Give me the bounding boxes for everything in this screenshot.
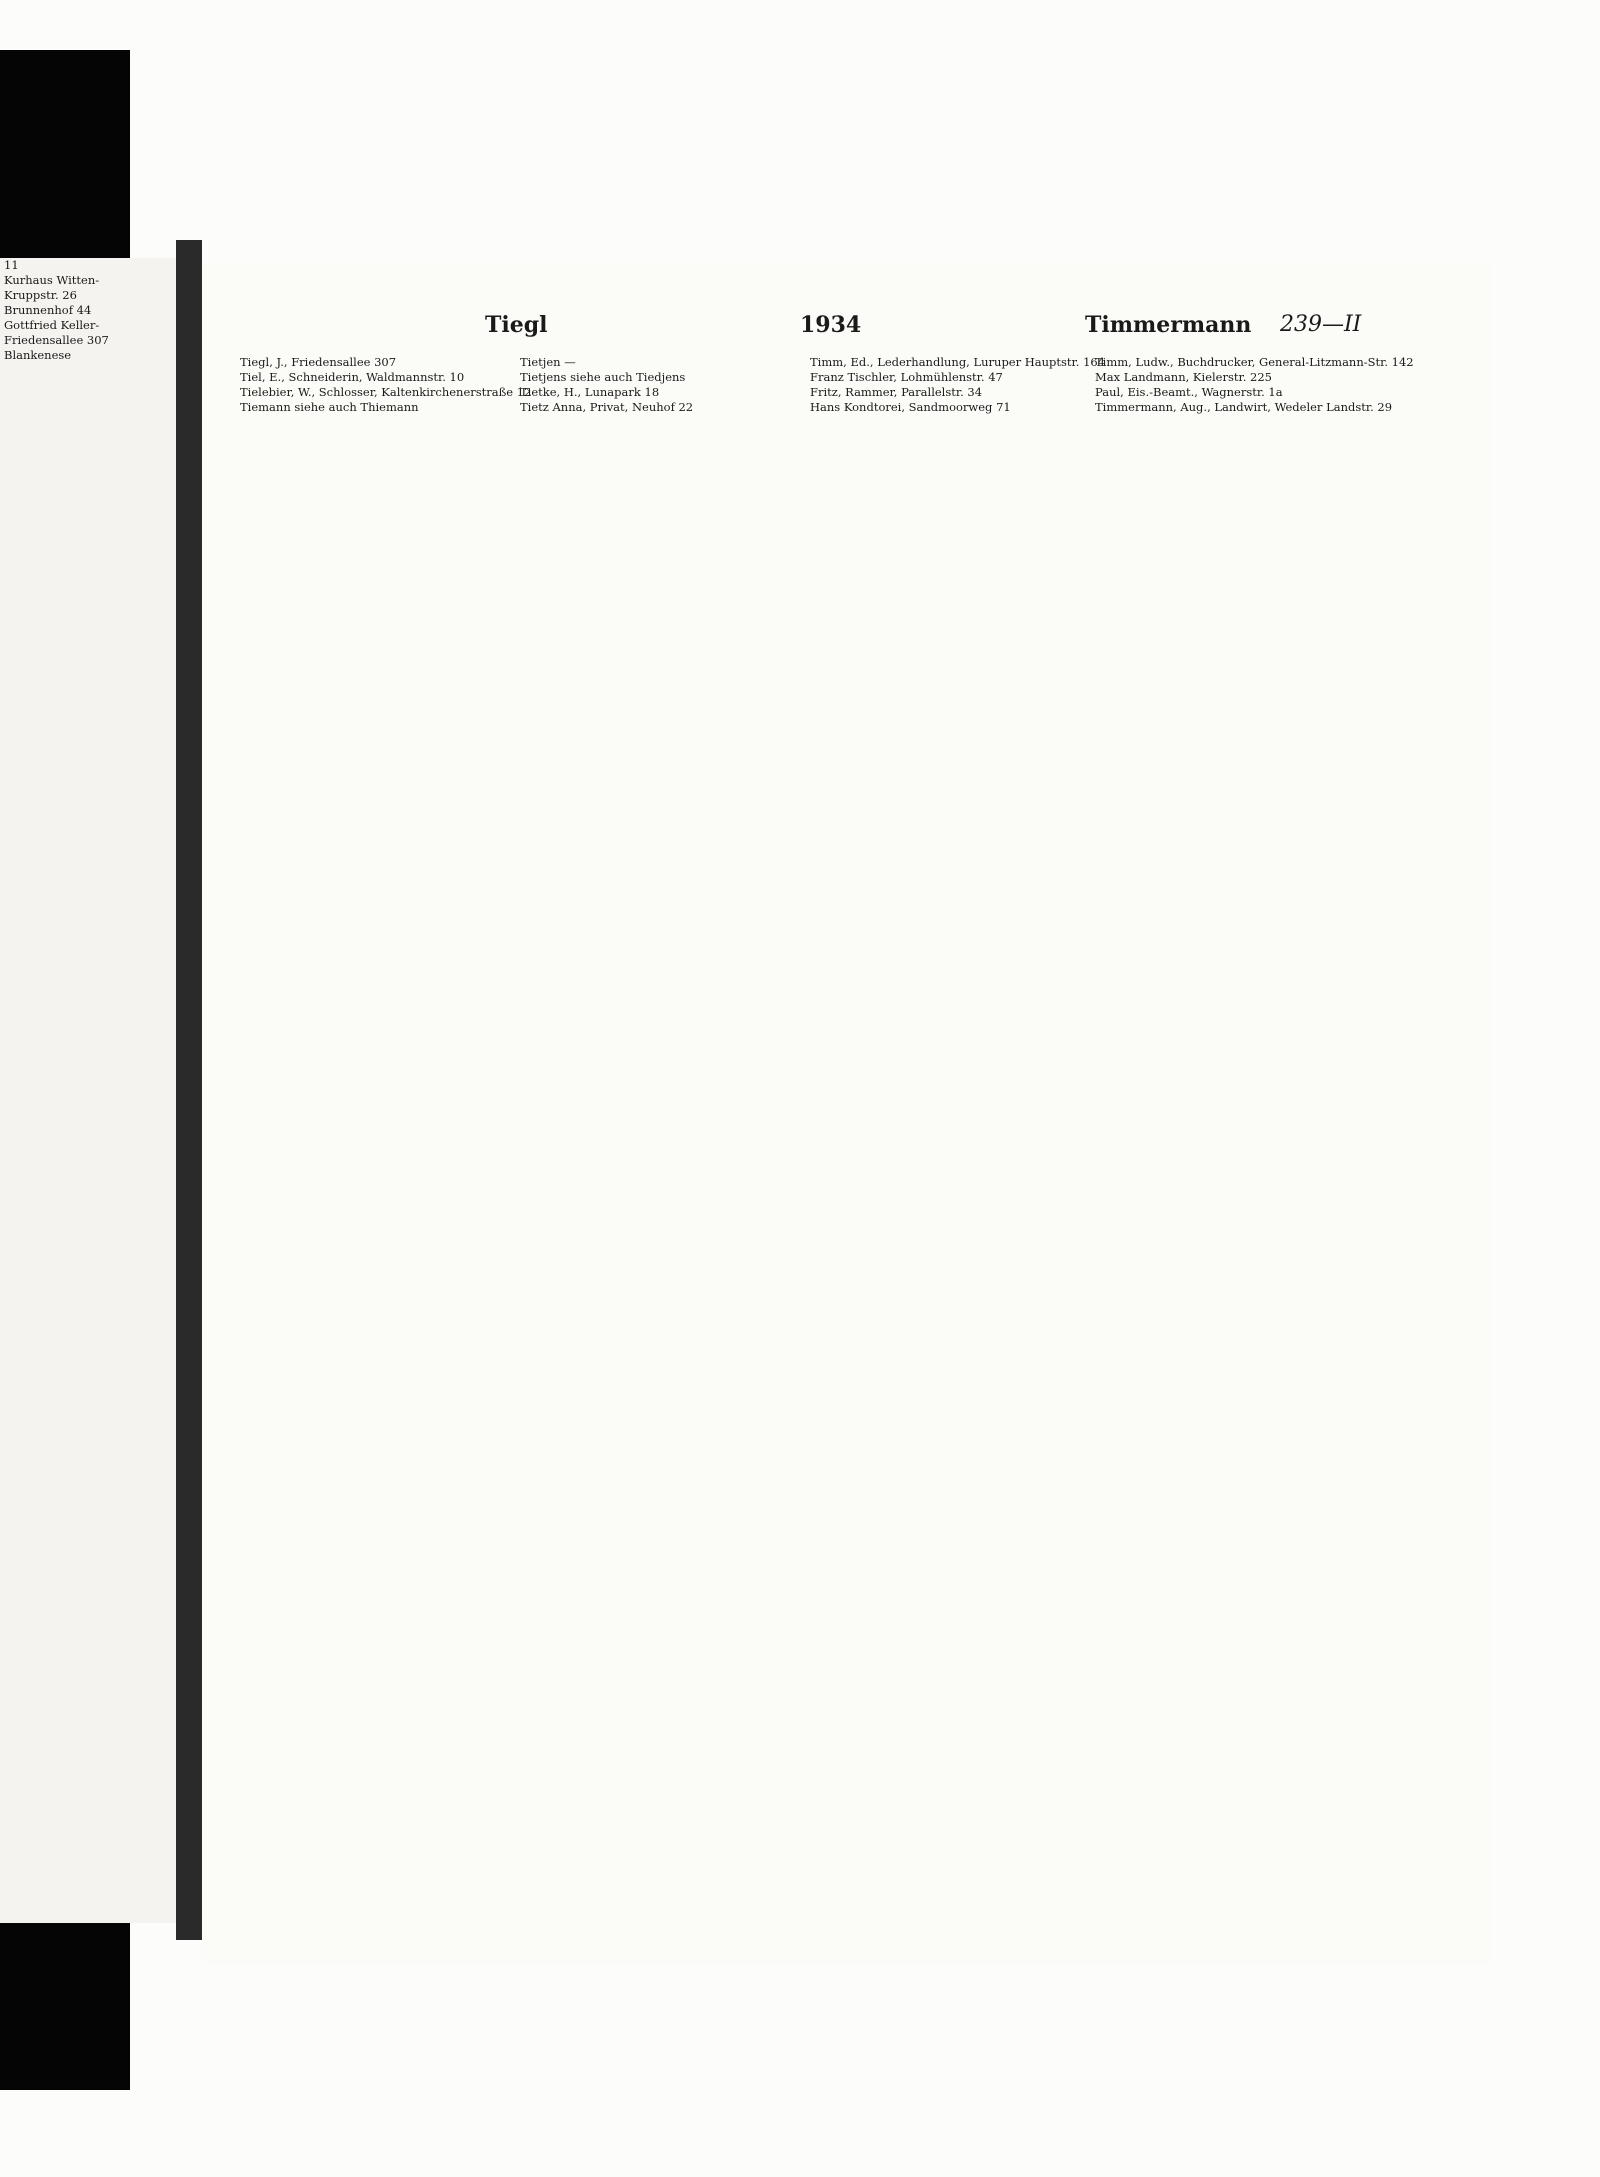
header-right-word: Timmermann (1085, 312, 1252, 338)
left-page-entry: Blankenese (4, 348, 72, 362)
left-page-entry: 11 (4, 258, 19, 272)
left-page-entries (4, 258, 184, 363)
running-header (270, 312, 1385, 352)
directory-entry: Hans Kondtorei, Sandmoorweg 71 (810, 400, 1011, 414)
left-page-entry: Gottfried Keller- (4, 318, 100, 332)
directory-entry: Tietjens siehe auch Tiedjens (520, 370, 686, 384)
directory-entry: Fritz, Rammer, Parallelstr. 34 (810, 385, 983, 399)
left-page-entry: Brunnenhof 44 (4, 303, 92, 317)
directory-entry: Tiel, E., Schneiderin, Waldmannstr. 10 (240, 370, 465, 384)
directory-entry: Max Landmann, Kielerstr. 225 (1095, 370, 1272, 384)
directory-entry: Timm, Ludw., Buchdrucker, General-Litzmann-Str. 142 (1095, 355, 1414, 369)
directory-entry: Tietjen — (520, 355, 576, 369)
directory-column-1 (240, 355, 532, 1965)
directory-entry: Paul, Eis.-Beamt., Wagnerstr. 1a (1095, 385, 1283, 399)
left-page-entry: Friedensallee 307 (4, 333, 109, 347)
header-page-number: 239—II (1280, 312, 1362, 337)
directory-entry: Tielebier, W., Schlosser, Kaltenkirchenerstraße 12 (240, 385, 532, 399)
book-spine (176, 240, 202, 1940)
directory-entry: Timm, Ed., Lederhandlung, Luruper Hauptstr. 164 (810, 355, 1106, 369)
directory-entry: Tiegl, J., Friedensallee 307 (240, 355, 397, 369)
directory-column-2 (520, 355, 778, 1965)
directory-column-3 (810, 355, 1106, 1965)
header-left-word: Tiegl (485, 312, 548, 338)
left-page-entry: Kurhaus Witten- (4, 273, 100, 287)
directory-entry: Tietke, H., Lunapark 18 (520, 385, 660, 399)
directory-column-4 (1095, 355, 1414, 1965)
header-year: 1934 (800, 312, 862, 338)
directory-entry: Timmermann, Aug., Landwirt, Wedeler Landstr. 29 (1095, 400, 1393, 414)
directory-entry: Franz Tischler, Lohmühlenstr. 47 (810, 370, 1003, 384)
directory-entry: Tietz Anna, Privat, Neuhof 22 (520, 400, 694, 414)
left-page-entry: Kruppstr. 26 (4, 288, 77, 302)
left-facing-page (0, 258, 190, 1923)
directory-entry: Tiemann siehe auch Thiemann (240, 400, 419, 414)
